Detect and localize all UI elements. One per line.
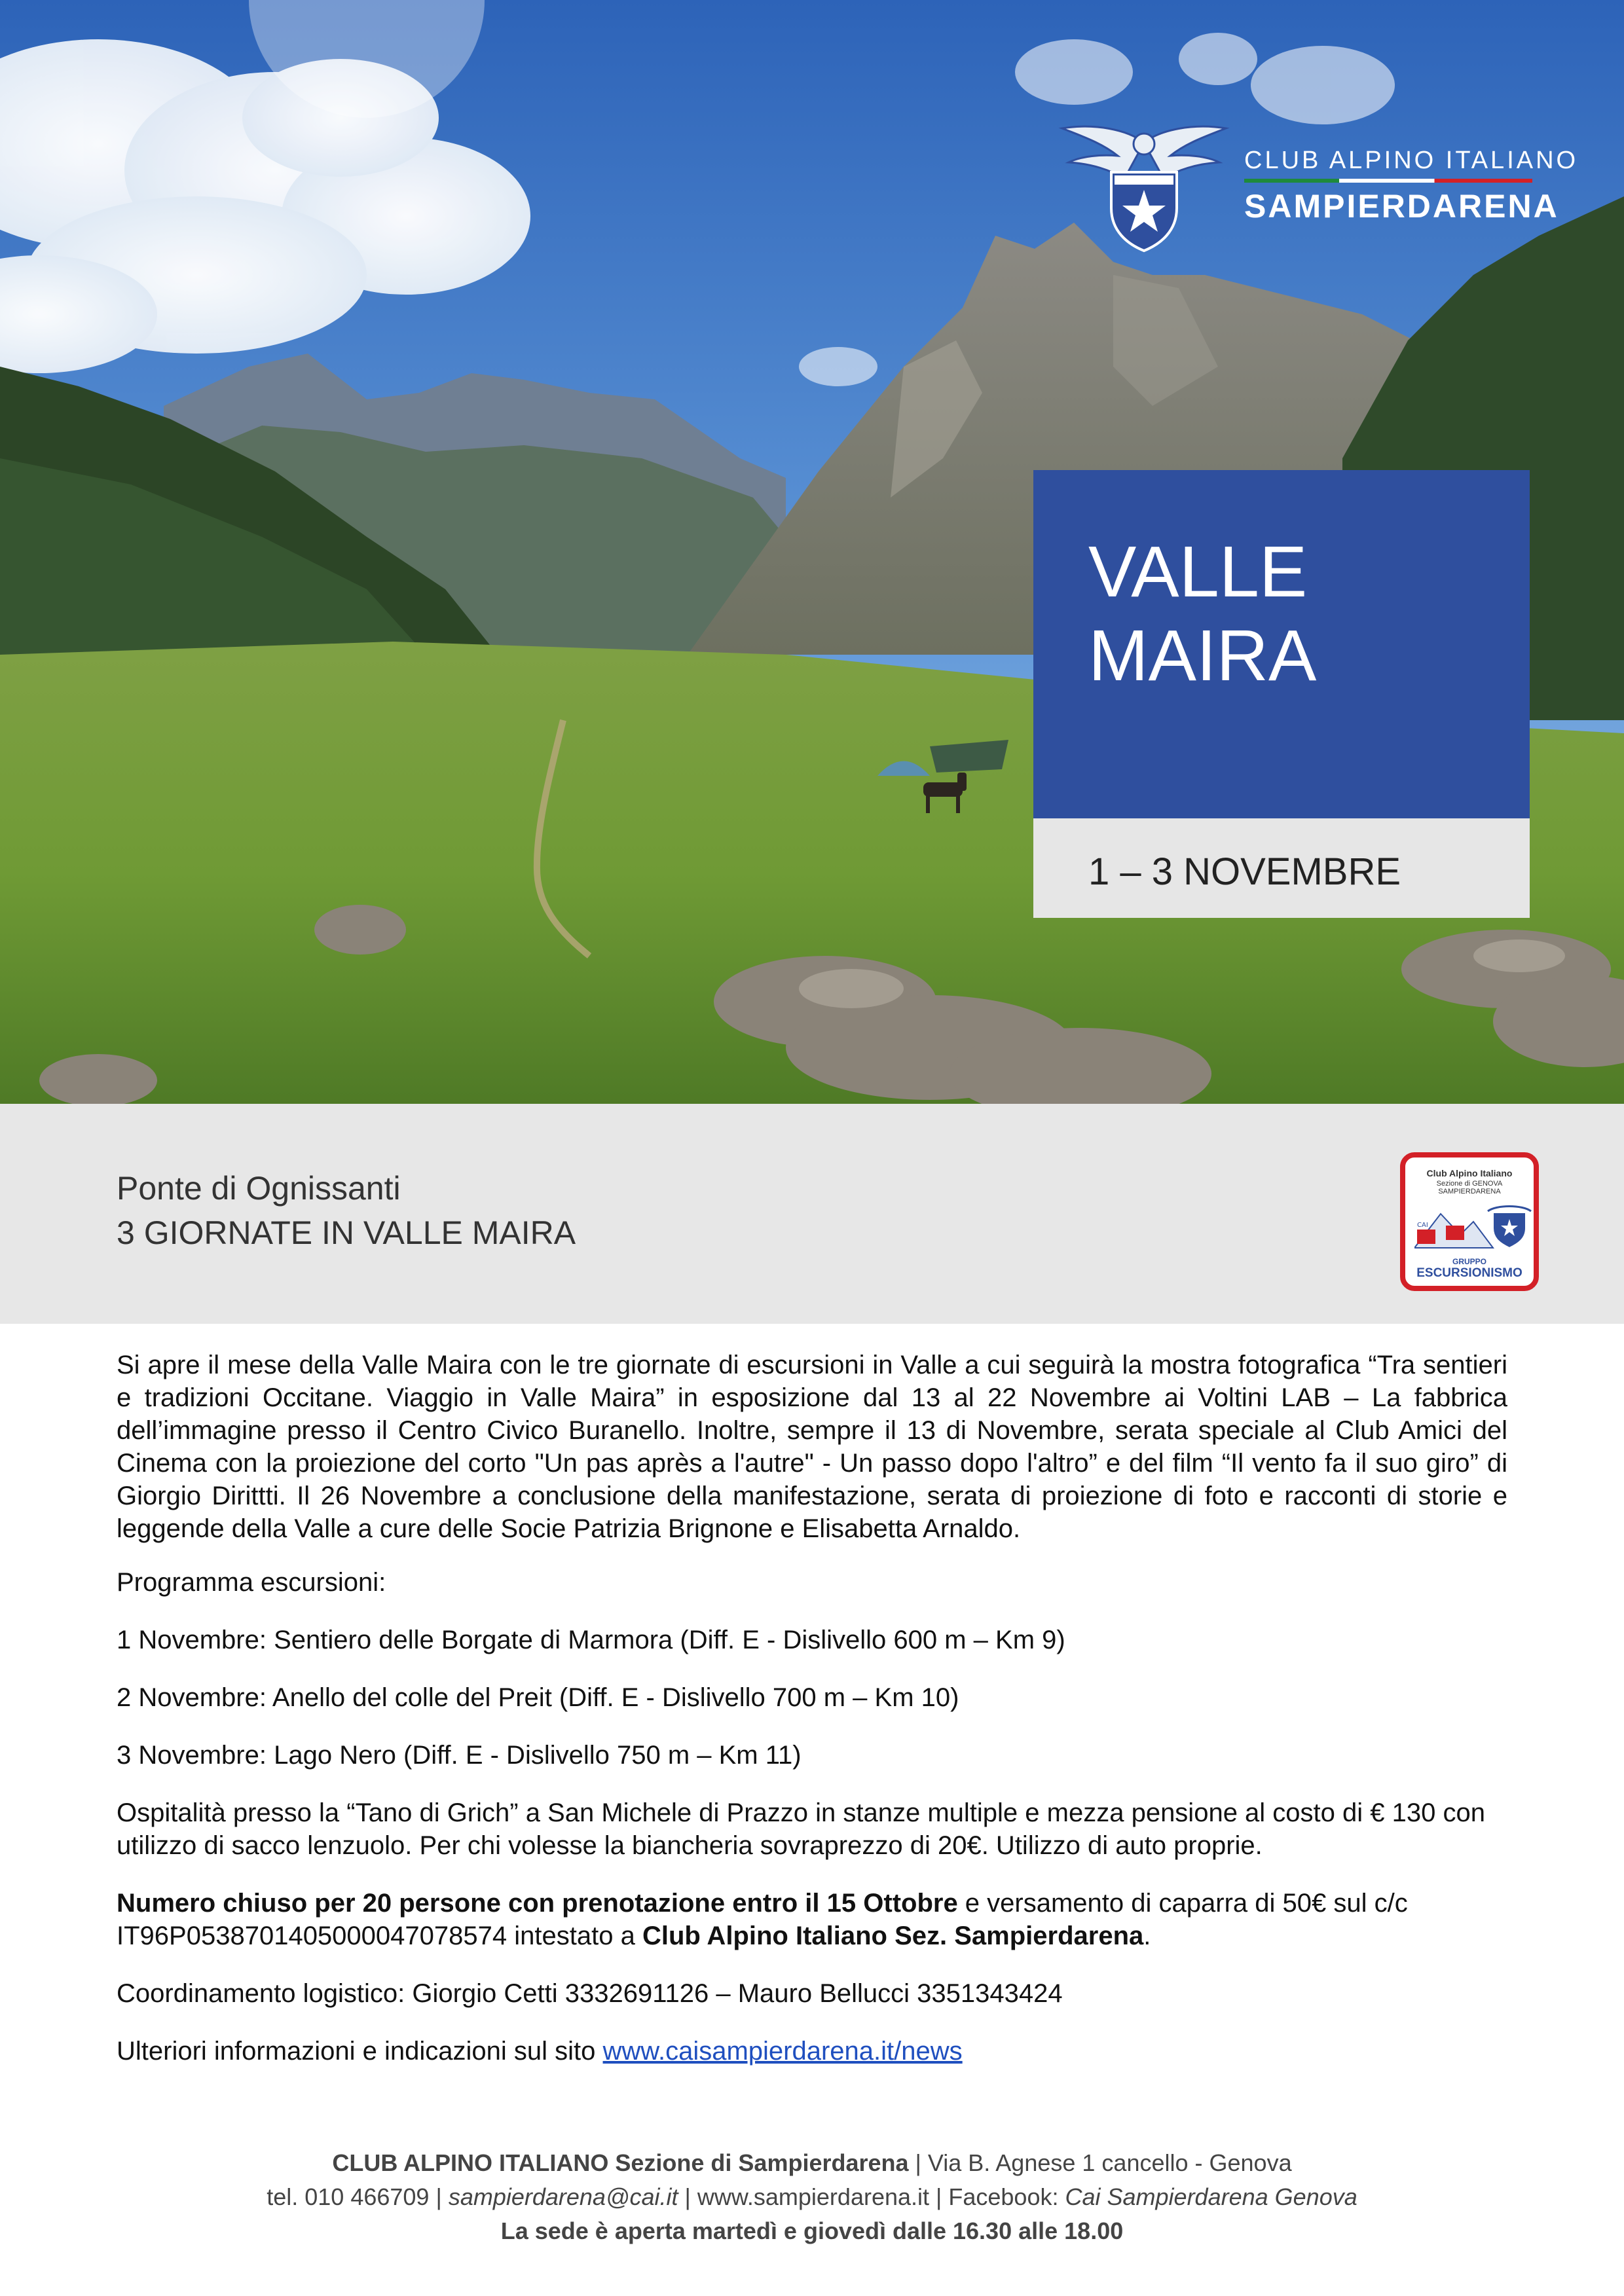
footer-tel: tel. 010 466709 |	[267, 2183, 449, 2210]
booking-text: e versamento di caparra di 50€ sul c/c IT96P0538701405000047078574 intestato a	[117, 1889, 1408, 1950]
footer	[0, 2146, 1624, 2248]
hero-photo	[0, 0, 1624, 1104]
cai-eagle-emblem-icon	[1056, 117, 1232, 254]
footer-hours: La sede è aperta martedì e giovedì dalle 16.30 alle 18.00	[500, 2217, 1124, 2244]
program-item-day-1: 1 Novembre: Sentiero delle Borgate di Marmora (Diff. E - Dislivello 600 m – Km 9)	[117, 1626, 1065, 1654]
subtitle-occasion: Ponte di Ognissanti	[117, 1170, 401, 1207]
booking-paragraph	[117, 1887, 1507, 1952]
booking-account-holder: Club Alpino Italiano Sez. Sampierdarena	[642, 1922, 1144, 1950]
intro-paragraph: Si apre il mese della Valle Maira con le tre giornate di escursioni in Valle a cui seguirà la mostra fotografica “Tra sentieri e tradizioni Occitane. Viaggio in Valle Maira” in esposizione dal 13 al 22 Novembre ai Voltini LAB – La fabbrica dell’immagine presso il Centro Civico Buranello. Inoltre, sempre il 13 di Novembre, serata speciale al Club Amici del Cinema con la proiezione del corto "Un pas après a l'autre" - Un passo dopo l'altro” e del film “Il vento fa il suo giro” di Giorgio Dirittti. Il 26 Novembre a conclusione della manifestazione, serata di proiezione di foto e racconti di storie e leggende della Valle a cure delle Socie Patrizia Brignone e Elisabetta Arnaldo.	[117, 1351, 1507, 1543]
footer-line-2	[0, 2180, 1624, 2214]
logo-line-section: SAMPIERDARENA	[1244, 188, 1559, 225]
logo-line-club: CLUB ALPINO ITALIANO	[1244, 147, 1579, 174]
date-box	[1033, 818, 1530, 918]
badge-line-2	[1405, 1180, 1534, 1195]
info-text: Ulteriori informazioni e indicazioni sul sito	[117, 2037, 603, 2066]
badge-small-label: CAI	[1417, 1222, 1428, 1229]
footer-web: | www.sampierdarena.it | Facebook:	[678, 2183, 1065, 2210]
info-paragraph	[117, 2035, 1507, 2068]
footer-email: sampierdarena@cai.it	[448, 2183, 678, 2210]
program-item-day-3: 3 Novembre: Lago Nero (Diff. E - Dislivello 750 m – Km 11)	[117, 1741, 802, 1770]
footer-line-3	[0, 2214, 1624, 2248]
italian-flag-stripe	[1244, 179, 1532, 183]
coordination-paragraph: Coordinamento logistico: Giorgio Cetti 3332691126 – Mauro Bellucci 3351343424	[117, 1979, 1063, 2008]
badge-line-1: Club Alpino Italiano	[1426, 1168, 1513, 1178]
title-line-2: MAIRA	[1088, 615, 1317, 696]
subtitle-event: 3 GIORNATE IN VALLE MAIRA	[117, 1214, 576, 1251]
footer-address: | Via B. Agnese 1 cancello - Genova	[908, 2149, 1292, 2176]
news-link[interactable]: www.caisampierdarena.it/news	[602, 2037, 963, 2066]
title-line-1: VALLE	[1088, 532, 1308, 612]
page-title	[1088, 530, 1316, 698]
program-heading: Programma escursioni:	[117, 1568, 386, 1597]
title-box	[1033, 470, 1530, 818]
footer-line-1	[0, 2146, 1624, 2180]
event-dates: 1 – 3 NOVEMBRE	[1088, 850, 1401, 893]
badge-line-4: GRUPPO	[1452, 1257, 1486, 1266]
cai-sampierdarena-logo	[1056, 117, 1578, 254]
badge-section-name: SAMPIERDARENA	[1438, 1188, 1501, 1195]
program-item-day-2: 2 Novembre: Anello del colle del Preit (Diff. E - Dislivello 700 m – Km 10)	[117, 1683, 959, 1712]
booking-end: .	[1143, 1922, 1151, 1950]
badge-line-5: ESCURSIONISMO	[1416, 1266, 1522, 1280]
escursionismo-group-badge	[1400, 1152, 1539, 1291]
event-description	[117, 1349, 1507, 2092]
subtitle-band	[0, 1104, 1624, 1324]
booking-bold: Numero chiuso per 20 persone con prenotazione entro il 15 Ottobre	[117, 1889, 958, 1918]
badge-section: Sezione di GENOVA	[1436, 1180, 1503, 1188]
footer-org: CLUB ALPINO ITALIANO Sezione di Sampierdarena	[332, 2149, 909, 2176]
footer-facebook: Cai Sampierdarena Genova	[1065, 2183, 1357, 2210]
badge-mountain-icon	[1414, 1202, 1532, 1256]
hospitality-paragraph: Ospitalità presso la “Tano di Grich” a San Michele di Prazzo in stanze multiple e mezza pensione al costo di € 130 con utilizzo di sacco lenzuolo. Per chi volesse la biancheria sovraprezzo di 20€. Utilizzo di auto proprie.	[117, 1798, 1485, 1860]
